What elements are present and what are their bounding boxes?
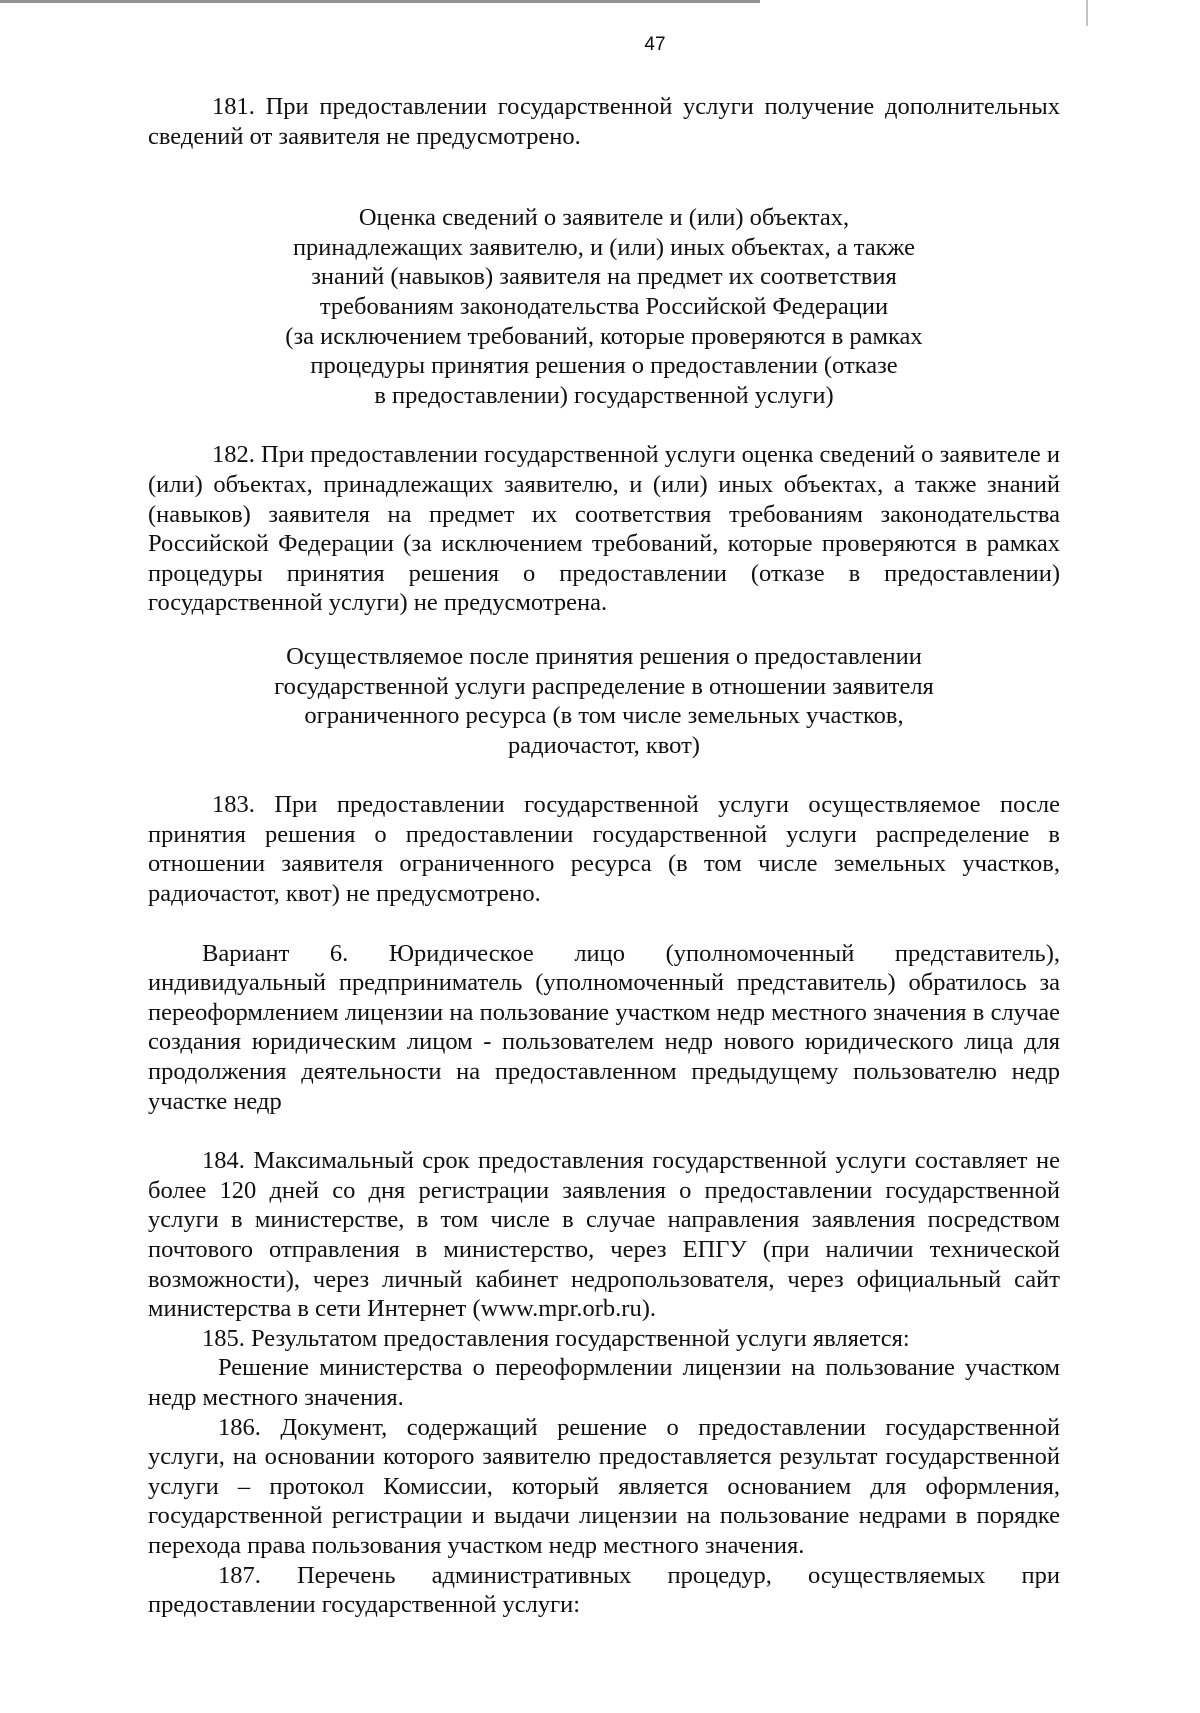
heading-line: (за исключением требований, которые проверяются в рамках [285,322,923,350]
scan-edge-right [1086,0,1088,26]
paragraph-187: 187. Перечень административных процедур, осуществляемых при предоставлении государственной услуги: [148,1561,1060,1619]
document-body [148,92,1060,1620]
heading-line: в предоставлении) государственной услуги) [374,381,834,409]
variant-6-heading: Вариант 6. Юридическое лицо (уполномоченный представитель), индивидуальный предприниматель (уполномоченный представитель) обратилось за переоформлением лицензии на пользование участком недр местного значения в случае создания юридическим лицом - пользователем недр нового юридического лица для продолжения деятельности на предоставленном предыдущему пользователю недр участке недр [148,939,1060,1115]
heading-line: Оценка сведений о заявителе и (или) объектах, [358,204,850,232]
heading-line: радиочастот, квот) [508,731,700,759]
heading-line: государственной услуги распределение в отношении заявителя [274,672,934,700]
heading-line: ограниченного ресурса (в том числе земельных участков, [304,702,904,730]
scan-edge-top [0,0,760,3]
paragraph-183: 183. При предоставлении государственной услуги осуществляемое после принятия решения о предоставлении государственной услуги распределение в отношении заявителя ограниченного ресурса (в том числе земельных участков, радиочастот, квот) не предусмотрено. [148,791,1060,908]
heading-assessment [148,203,1060,410]
paragraph-185-result: Решение министерства о переоформлении лицензии на пользование участком недр местного значения. [148,1354,1060,1411]
page-number: 47 [644,34,666,55]
heading-line: процедуры принятия решения о предоставлении (отказе [310,352,898,380]
heading-line: принадлежащих заявителю, и (или) иных объектах, а также [292,233,916,261]
paragraph-186: 186. Документ, содержащий решение о предоставлении государственной услуги, на основании которого заявителю предоставляется результат государственной услуги – протокол Комиссии, который является основанием для оформления, государственной регистрации и выдачи лицензии на пользование недрами в порядке перехода права пользования участком недр местного значения. [148,1413,1060,1559]
paragraph-185: 185. Результатом предоставления государственной услуги является: [202,1324,910,1352]
heading-resource [148,642,1060,760]
heading-line: требованиям законодательства Российской Федерации [319,292,889,320]
paragraph-184: 184. Максимальный срок предоставления государственной услуги составляет не более 120 дней со дня регистрации заявления о предоставлении государственной услуги в министерстве, в том числе в случае направления заявления посредством почтового отправления в министерство, через ЕПГУ (при наличии технической возможности), через личный кабинет недропользователя, через официальный сайт министерства в сети Интернет (www.mpr.orb.ru). [148,1147,1060,1323]
paragraph-181: 181. При предоставлении государственной услуги получение дополнительных сведений от заявителя не предусмотрено. [148,93,1060,150]
heading-line: Осуществляемое после принятия решения о предоставлении [286,642,922,670]
paragraph-182: 182. При предоставлении государственной услуги оценка сведений о заявителе и (или) объектах, принадлежащих заявителю, и (или) иных объектах, а также знаний (навыков) заявителя на предмет их соответствия требованиям законодательства Российской Федерации (за исключением требований, которые проверяются в рамках процедуры принятия решения о предоставлении (отказе в предоставлении) государственной услуги) не предусмотрена. [148,441,1060,617]
heading-line: знаний (навыков) заявителя на предмет их соответствия [311,263,897,291]
